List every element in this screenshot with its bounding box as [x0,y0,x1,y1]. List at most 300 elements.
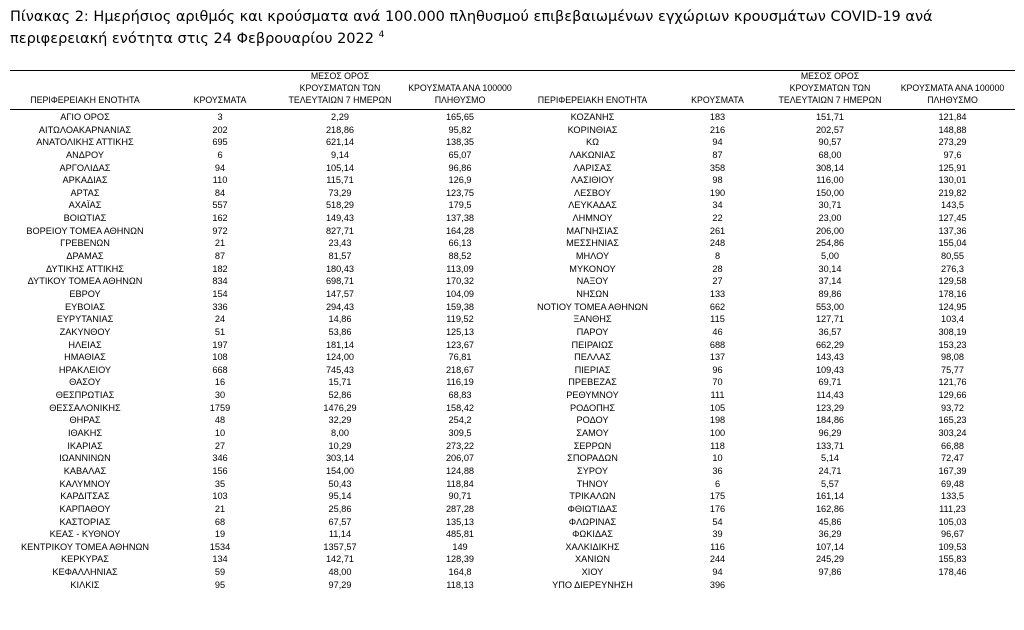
left-per100k-cell: 170,32 [445,276,475,287]
right-per100k-cell: 308,19 [938,326,967,337]
right-avg7-cell: 36,57 [818,326,842,337]
right-per100k-cell: 303,24 [938,428,967,439]
right-region-cell: ΠΙΕΡΙΑΣ [574,364,611,375]
table-row [10,452,1015,465]
left-avg7-cell: 518,29 [325,200,355,211]
table-row [10,301,1015,314]
right-per100k-cell: 155,04 [938,238,967,249]
left-cases-cell: 95 [214,579,226,590]
right-cases-cell: 662 [709,301,726,312]
left-per100k-cell: 159,38 [445,301,475,312]
left-per100k-cell: 76,81 [448,352,472,363]
right-per100k-cell: 143,5 [941,200,964,211]
table-row [10,503,1015,516]
right-cases-cell: 94 [712,137,723,148]
right-per100k-cell: 137,36 [938,225,967,236]
left-per100k-cell: 126,9 [448,175,472,186]
left-cases-cell: 695 [212,137,228,148]
right-region-cell: ΣΕΡΡΩΝ [573,440,612,451]
left-region-cell: ΘΗΡΑΣ [69,415,101,426]
table-caption [10,6,1015,50]
right-region-cell: ΛΕΥΚΑΔΑΣ [568,200,617,211]
caption-text: Πίνακας 2: Ημερήσιος αριθμός και κρούσματα ανά 100.000 πληθυσμού επιβεβαιωμένων εγχώριων κρουσμάτων COVID-19 ανά περιφερειακή ενότητα στις 24 Φεβρουαρίου 2022 [10,9,933,47]
left-cases-cell: 16 [214,377,226,388]
right-region-cell: ΧΑΛΚΙΔΙΚΗΣ [565,541,620,552]
left-region-cell: ΚΕΡΚΥΡΑΣ [61,554,109,565]
left-per100k-cell: 158,42 [445,402,475,413]
right-avg7-cell: 206,00 [815,225,845,236]
table-row [10,490,1015,503]
left-avg7-cell: 32,29 [328,415,352,426]
right-cases-cell: 28 [712,263,723,274]
right-cases-cell: 261 [709,225,726,236]
right-per100k-cell: 75,77 [941,364,964,375]
left-avg7-cell: 95,14 [328,491,352,502]
header-region-right: ΠΕΡΙΦΕΡΕΙΑΚΗ ΕΝΟΤΗΤΑ [537,95,648,105]
left-per100k-cell: 128,39 [445,554,475,565]
left-cases-cell: 834 [212,276,228,287]
right-region-cell: ΚΩ [586,137,599,148]
right-avg7-cell: 36,29 [818,529,842,540]
left-region-cell: ΗΡΑΚΛΕΙΟΥ [58,364,112,375]
footnote-marker: 4 [378,30,385,41]
right-cases-cell: 96 [712,364,723,375]
left-per100k-cell: 104,09 [445,288,475,299]
left-avg7-cell: 10,29 [328,440,352,451]
right-region-cell: ΡΟΔΟΥ [576,415,609,426]
right-avg7-cell: 245,29 [815,554,845,565]
right-avg7-cell: 5,14 [821,453,839,464]
right-region-cell: ΦΩΚΙΔΑΣ [572,529,613,540]
table-row [10,339,1015,352]
table-row [10,541,1015,554]
left-cases-cell: 134 [212,554,228,565]
left-region-cell: ΗΛΕΙΑΣ [68,339,102,350]
table-row [10,263,1015,276]
right-avg7-cell: 24,71 [818,465,842,476]
left-per100k-cell: 119,52 [446,314,474,325]
right-cases-cell: 175 [709,491,726,502]
left-region-cell: ΑΓΙΟ ΟΡΟΣ [60,112,110,122]
left-per100k-cell: 218,67 [445,364,475,375]
left-per100k-cell: 206,07 [445,453,475,464]
left-region-cell: ΚΑΡΠΑΘΟΥ [59,503,111,514]
left-region-cell: ΑΧΑΪΑΣ [68,200,102,211]
left-avg7-cell: 67,57 [328,516,352,527]
left-region-cell: ΕΒΡΟΥ [69,288,101,299]
right-per100k-cell: 178,16 [938,288,967,299]
right-avg7-cell: 5,00 [821,251,839,262]
right-region-cell: ΤΡΙΚΑΛΩΝ [569,491,616,502]
right-avg7-cell: 143,43 [815,352,845,363]
right-cases-cell: 358 [709,162,726,173]
right-region-cell: ΡΕΘΥΜΝΟΥ [566,390,619,401]
right-avg7-cell: 30,71 [818,200,842,211]
left-avg7-cell: 97,29 [328,579,352,590]
right-per100k-cell: 103,4 [941,314,964,325]
right-avg7-cell: 254,86 [815,238,845,249]
table-row [10,553,1015,566]
left-region-cell: ΘΕΣΠΡΩΤΙΑΣ [55,390,115,401]
header-rule [10,109,1015,110]
right-region-cell: ΛΕΣΒΟΥ [573,187,612,198]
right-region-cell: ΝΑΞΟΥ [576,276,609,287]
right-region-cell: ΥΠΟ ΔΙΕΡΕΥΝΗΣΗ [552,579,633,590]
left-avg7-cell: 52,86 [328,390,352,401]
left-avg7-cell: 149,43 [325,213,355,224]
right-region-cell: ΦΘΙΩΤΙΔΑΣ [567,503,618,514]
left-avg7-cell: 11,14 [328,529,352,540]
right-per100k-cell: 165,23 [938,415,967,426]
left-region-cell: ΚΑΣΤΟΡΙΑΣ [59,516,111,527]
left-region-cell: ΚΑΡΔΙΤΣΑΣ [60,491,110,502]
table-row [10,275,1015,288]
left-avg7-cell: 23,43 [328,238,352,249]
right-cases-cell: 100 [709,428,726,439]
right-avg7-cell: 202,57 [815,124,845,135]
left-avg7-cell: 180,43 [325,263,355,274]
right-per100k-cell: 124,95 [938,301,967,312]
right-avg7-cell: 116,00 [816,175,844,186]
left-avg7-cell: 621,14 [325,137,355,148]
right-cases-cell: 98 [712,175,723,186]
left-cases-cell: 668 [212,364,228,375]
table-row [10,516,1015,529]
left-cases-cell: 27 [214,440,226,451]
left-avg7-cell: 303,14 [325,453,355,464]
left-avg7-cell: 9,14 [331,149,349,160]
right-cases-cell: 70 [712,377,723,388]
table-row [10,427,1015,440]
left-per100k-cell: 485,81 [445,529,475,540]
left-avg7-cell: 142,71 [325,554,355,565]
left-region-cell: ΚΕΦΑΛΛΗΝΙΑΣ [52,567,118,578]
left-avg7-cell: 15,71 [328,377,352,388]
right-per100k-cell: 178,46 [938,567,967,578]
left-cases-cell: 48 [214,415,226,426]
right-avg7-cell: 127,71 [815,314,845,325]
right-cases-cell: 34 [712,200,723,211]
right-region-cell: ΚΟΡΙΝΘΙΑΣ [567,124,618,135]
right-avg7-cell: 123,29 [815,402,845,413]
left-avg7-cell: 48,00 [328,567,352,578]
left-cases-cell: 51 [214,326,226,337]
left-per100k-cell: 118,13 [446,579,474,590]
right-cases-cell: 111 [710,390,725,401]
right-cases-cell: 176 [709,503,726,514]
left-region-cell: ΚΕΝΤΡΙΚΟΥ ΤΟΜΕΑ ΑΘΗΝΩΝ [20,541,150,552]
header-cases-left: ΚΡΟΥΣΜΑΤΑ [193,95,247,105]
left-per100k-cell: 118,84 [446,478,474,489]
right-per100k-cell: 133,5 [941,491,964,502]
left-cases-cell: 182 [212,263,228,274]
left-per100k-cell: 165,65 [445,112,475,122]
left-region-cell: ΔΥΤΙΚΟΥ ΤΟΜΕΑ ΑΘΗΝΩΝ [27,276,143,287]
right-per100k-cell: 72,47 [941,453,964,464]
right-region-cell: ΦΛΩΡΙΝΑΣ [568,516,617,527]
left-region-cell: ΔΡΑΜΑΣ [66,251,104,262]
right-cases-cell: 10 [712,453,723,464]
table-row [10,566,1015,579]
table-row [10,465,1015,478]
right-region-cell: ΜΥΚΟΝΟΥ [569,263,616,274]
right-avg7-cell: 150,00 [815,187,845,198]
left-region-cell: ΒΟΡΕΙΟΥ ΤΟΜΕΑ ΑΘΗΝΩΝ [26,225,144,236]
right-region-cell: ΣΑΜΟΥ [576,428,609,439]
left-avg7-cell: 218,86 [325,124,355,135]
left-region-cell: ΑΡΓΟΛΙΔΑΣ [59,162,111,173]
left-avg7-cell: 2,29 [331,112,349,122]
left-avg7-cell: 154,00 [325,465,355,476]
right-region-cell: ΠΑΡΟΥ [576,326,609,337]
left-per100k-cell: 90,71 [448,491,472,502]
left-cases-cell: 3 [217,112,223,122]
left-avg7-cell: 25,86 [328,503,352,514]
left-avg7-cell: 14,86 [328,314,352,325]
left-cases-cell: 1759 [209,402,231,413]
left-region-cell: ΙΘΑΚΗΣ [67,428,103,439]
right-cases-cell: 6 [714,478,721,489]
right-cases-cell: 8 [714,251,721,262]
left-per100k-cell: 135,13 [445,516,475,527]
left-cases-cell: 1534 [209,541,231,552]
right-per100k-cell: 129,66 [938,390,967,401]
table-row [10,389,1015,402]
left-cases-cell: 24 [214,314,226,325]
table-row [10,478,1015,491]
table-row [10,225,1015,238]
left-region-cell: ΑΝΑΤΟΛΙΚΗΣ ΑΤΤΙΚΗΣ [36,137,134,148]
right-cases-cell: 183 [709,112,726,122]
left-per100k-cell: 95,82 [448,124,472,135]
right-cases-cell: 27 [712,276,723,287]
right-per100k-cell: 148,88 [938,124,967,135]
right-region-cell: ΣΠΟΡΑΔΩΝ [567,453,618,464]
left-cases-cell: 84 [214,187,226,198]
right-region-cell: ΣΥΡΟΥ [577,465,608,476]
right-per100k-cell: 93,72 [941,402,964,413]
right-avg7-cell: 553,00 [815,301,845,312]
left-region-cell: ΙΩΑΝΝΙΝΩΝ [59,453,111,464]
right-region-cell: ΜΗΛΟΥ [575,251,610,262]
left-region-cell: ΔΥΤΙΚΗΣ ΑΤΤΙΚΗΣ [46,263,124,274]
right-per100k-cell: 153,23 [938,339,967,350]
table-row [10,124,1015,137]
right-per100k-cell: 109,53 [938,541,967,552]
right-per100k-cell: 105,03 [938,516,967,527]
left-per100k-cell: 66,13 [448,238,472,249]
table-row [10,579,1015,592]
table-header [10,71,1015,108]
left-per100k-cell: 137,38 [445,213,475,224]
right-region-cell: ΠΡΕΒΕΖΑΣ [568,377,617,388]
right-per100k-cell: 98,08 [941,352,964,363]
table-row [10,199,1015,212]
left-region-cell: ΚΕΑΣ - ΚΥΘΝΟΥ [49,529,121,540]
right-avg7-cell: 184,86 [815,415,845,426]
left-per100k-cell: 273,22 [445,440,475,451]
right-avg7-cell: 68,00 [818,149,842,160]
left-region-cell: ΕΥΡΥΤΑΝΙΑΣ [56,314,114,325]
left-avg7-cell: 73,29 [328,187,352,198]
table-row [10,440,1015,453]
table-row [10,162,1015,175]
table-row [10,250,1015,263]
left-cases-cell: 103 [212,491,228,502]
right-region-cell: ΝΗΣΩΝ [576,288,609,299]
left-cases-cell: 59 [214,567,226,578]
right-cases-cell: 115 [710,314,725,325]
right-per100k-cell: 276,3 [941,263,964,274]
left-per100k-cell: 254,2 [448,415,472,426]
left-avg7-cell: 115,71 [326,175,354,186]
left-region-cell: ΑΡΤΑΣ [70,187,100,198]
left-avg7-cell: 698,71 [325,276,355,287]
left-region-cell: ΘΕΣΣΑΛΟΝΙΚΗΣ [49,402,121,413]
table-row [10,364,1015,377]
table-row [10,528,1015,541]
left-region-cell: ΖΑΚΥΝΘΟΥ [59,326,111,337]
right-region-cell: ΚΟΖΑΝΗΣ [570,112,615,122]
right-cases-cell: 190 [709,187,726,198]
left-avg7-cell: 181,14 [325,339,355,350]
right-per100k-cell: 121,76 [938,377,967,388]
right-cases-cell: 116 [710,541,725,552]
left-cases-cell: 197 [212,339,228,350]
left-avg7-cell: 1357,57 [323,541,357,552]
right-avg7-cell: 5,57 [821,478,839,489]
right-avg7-cell: 23,00 [818,213,842,224]
table-row [10,326,1015,339]
left-cases-cell: 30 [214,390,226,401]
table-row [10,111,1015,124]
left-avg7-cell: 147,57 [325,288,355,299]
table-body [10,111,1015,591]
right-per100k-cell: 69,48 [941,478,964,489]
right-avg7-cell: 114,43 [816,390,844,401]
right-per100k-cell: 155,83 [938,554,967,565]
right-avg7-cell: 89,86 [818,288,842,299]
right-per100k-cell: 96,67 [941,529,964,540]
right-cases-cell: 688 [709,339,726,350]
right-cases-cell: 94 [712,567,723,578]
left-cases-cell: 68 [214,516,226,527]
right-per100k-cell: 273,29 [938,137,967,148]
left-per100k-cell: 309,5 [448,428,472,439]
left-region-cell: ΒΟΙΩΤΙΑΣ [63,213,107,224]
right-avg7-cell: 161,14 [815,491,845,502]
left-cases-cell: 35 [214,478,226,489]
table-row [10,376,1015,389]
left-avg7-cell: 81,57 [328,251,352,262]
left-avg7-cell: 105,14 [325,162,355,173]
left-per100k-cell: 138,35 [445,137,475,148]
left-avg7-cell: 745,43 [325,364,355,375]
right-region-cell: ΛΑΡΙΣΑΣ [573,162,612,173]
right-avg7-cell: 162,86 [815,503,845,514]
right-cases-cell: 46 [712,326,723,337]
left-per100k-cell: 179,5 [448,200,472,211]
left-region-cell: ΓΡΕΒΕΝΩΝ [60,238,110,249]
right-cases-cell: 54 [712,516,723,527]
right-cases-cell: 137 [709,352,726,363]
header-avg7-right: ΜΕΣΟΣ ΟΡΟΣ ΚΡΟΥΣΜΑΤΩΝ ΤΩΝ ΤΕΛΕΥΤΑΙΩΝ 7 ΗΜΕΡΩΝ [778,71,882,105]
left-avg7-cell: 53,86 [328,326,352,337]
left-per100k-cell: 88,52 [448,251,472,262]
left-cases-cell: 156 [212,465,228,476]
right-avg7-cell: 662,29 [815,339,845,350]
table-row [10,212,1015,225]
left-avg7-cell: 827,71 [325,225,355,236]
table-row [10,402,1015,415]
left-region-cell: ΕΥΒΟΙΑΣ [65,301,105,312]
right-per100k-cell: 97,6 [943,149,962,160]
right-avg7-cell: 30,14 [818,263,842,274]
right-region-cell: ΠΕΙΡΑΙΩΣ [571,339,614,350]
right-per100k-cell: 130,01 [938,175,967,186]
right-per100k-cell: 219,82 [938,187,967,198]
left-per100k-cell: 124,88 [445,465,475,476]
left-cases-cell: 21 [214,238,226,249]
right-cases-cell: 396 [709,579,726,590]
left-avg7-cell: 8,00 [331,428,349,439]
left-cases-cell: 21 [214,503,226,514]
right-region-cell: ΧΙΟΥ [581,567,604,578]
left-region-cell: ΙΚΑΡΙΑΣ [67,440,103,451]
right-avg7-cell: 90,57 [818,137,842,148]
right-avg7-cell: 97,86 [818,567,842,578]
right-cases-cell: 216 [709,124,726,135]
left-per100k-cell: 96,86 [448,162,472,173]
right-region-cell: ΧΑΝΙΩΝ [575,554,610,565]
right-cases-cell: 22 [712,213,723,224]
right-region-cell: ΜΑΓΝΗΣΙΑΣ [566,225,619,236]
left-region-cell: ΚΑΛΥΜΝΟΥ [59,478,111,489]
right-cases-cell: 198 [709,415,726,426]
left-region-cell: ΑΡΚΑΔΙΑΣ [62,175,108,186]
right-cases-cell: 36 [712,465,723,476]
right-avg7-cell: 45,86 [818,516,842,527]
left-per100k-cell: 287,28 [445,503,475,514]
left-cases-cell: 162 [212,213,228,224]
left-per100k-cell: 164,28 [445,225,475,236]
right-avg7-cell: 107,14 [815,541,845,552]
left-region-cell: ΚΑΒΑΛΑΣ [63,465,107,476]
left-cases-cell: 10 [214,428,226,439]
header-per100k-left: ΚΡΟΥΣΜΑΤΑ ΑΝΑ 100000 ΠΛΗΘΥΣΜΟ [408,83,512,105]
right-cases-cell: 105 [709,402,726,413]
right-per100k-cell: 121,84 [938,112,967,122]
header-avg7-left: ΜΕΣΟΣ ΟΡΟΣ ΚΡΟΥΣΜΑΤΩΝ ΤΩΝ ΤΕΛΕΥΤΑΙΩΝ 7 ΗΜΕΡΩΝ [288,71,392,105]
right-per100k-cell: 129,58 [938,276,967,287]
right-region-cell: ΜΕΣΣΗΝΙΑΣ [566,238,619,249]
left-cases-cell: 336 [212,301,228,312]
right-per100k-cell: 66,88 [941,440,964,451]
left-cases-cell: 346 [212,453,228,464]
right-region-cell: ΞΑΝΘΗΣ [573,314,612,325]
left-cases-cell: 87 [214,251,226,262]
left-cases-cell: 972 [212,225,228,236]
right-per100k-cell: 80,55 [941,251,964,262]
left-per100k-cell: 125,13 [445,326,475,337]
table-row [10,149,1015,162]
right-avg7-cell: 133,71 [815,440,845,451]
left-region-cell: ΚΙΛΚΙΣ [70,579,100,590]
header-region-left: ΠΕΡΙΦΕΡΕΙΑΚΗ ΕΝΟΤΗΤΑ [30,95,140,105]
right-avg7-cell: 96,29 [818,428,842,439]
left-cases-cell: 108 [212,352,228,363]
left-per100k-cell: 149 [452,541,468,552]
